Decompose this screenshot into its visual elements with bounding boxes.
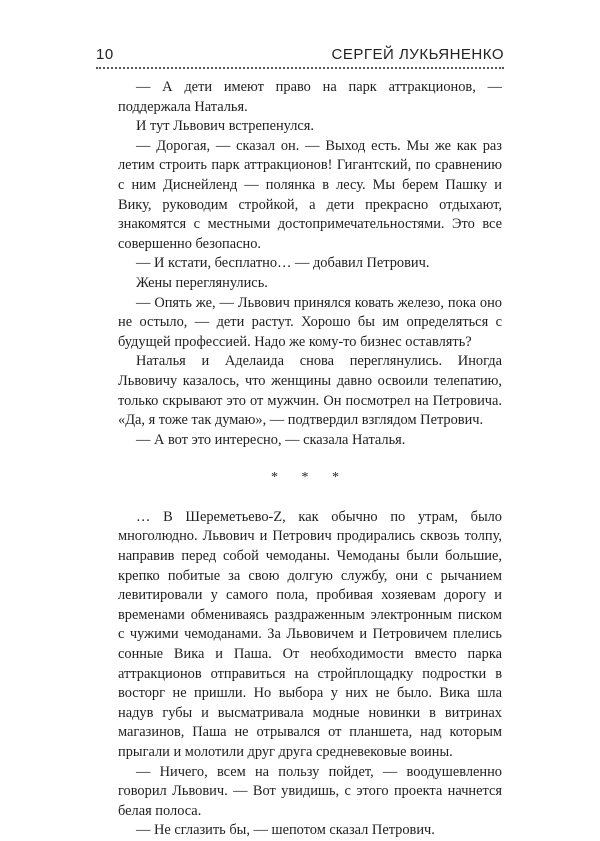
paragraph: … В Шереметьево-Z, как обычно по утрам, было многолюдно. Львович и Петрович продирались сквозь толпу, направив перед собой чемоданы. Чемоданы были большие, крепко побитые за свою долгую службу, они с рычанием левитировали у самого пола, пробивая хозяевам дорогу и временами обмениваясь раздраженным электронным писком с чужими чемоданами. За Львовичем и Петровичем плелись сонные Вика и Паша. От необходимости вместо парка аттракционов отправиться на стройплощадку подростки в восторг не пришли. Но выбора у них не было. Вика шла надув губы и высматривала модные новинки в витринах магазинов, Паша не отрывался от планшета, над которым прыгали и молотили друг друга средневековые воины. bbox=[118, 508, 502, 760]
running-head bbox=[96, 46, 504, 66]
paragraph: — Дорогая, — сказал он. — Выход есть. Мы же как раз летим строить парк аттракционов! Гигантский, по сравнению с ним Диснейленд — полянка в лесу. Мы берем Пашку и Вику, руководим стройкой, а дети прекрасно отдыхают, знакомятся с местными достопримечательностями. Это все совершенно безопасно. bbox=[118, 137, 502, 252]
body-text bbox=[118, 78, 502, 841]
paragraph: — Опять же, — Львович принялся ковать железо, пока оно не остыло, — дети растут. Хорошо бы им определяться с будущей профессией. Надо же кому-то бизнес оставлять? bbox=[118, 294, 502, 350]
paragraph: И тут Львович встрепенулся. bbox=[136, 118, 314, 135]
paragraph: — Ничего, всем на пользу пойдет, — воодушевленно говорил Львович. — Вот увидишь, с этого проекта начнется белая полоса. bbox=[118, 763, 502, 819]
paragraph: — А вот это интересно, — сказала Наталья. bbox=[136, 431, 406, 448]
paragraph: — И кстати, бесплатно… — добавил Петрович. bbox=[136, 255, 430, 272]
running-head-author: СЕРГЕЙ ЛУКЬЯНЕНКО bbox=[331, 46, 504, 63]
section-separator: * * * bbox=[271, 470, 349, 486]
paragraph: Жены переглянулись. bbox=[136, 274, 268, 291]
page-number: 10 bbox=[96, 46, 114, 63]
paragraph: — Не сглазить бы, — шепотом сказал Петрович. bbox=[136, 822, 435, 839]
header-dotted-rule bbox=[96, 67, 504, 69]
paragraph: — А дети имеют право на парк аттракционов, — поддержала Наталья. bbox=[118, 79, 502, 115]
paragraph: Наталья и Аделаида снова переглянулись. Иногда Львовичу казалось, что женщины давно освоили телепатию, только скрывают это от мужчин. Он посмотрел на Петровича. «Да, я тоже так думаю», — подтвердил взглядом Петрович. bbox=[118, 353, 502, 429]
